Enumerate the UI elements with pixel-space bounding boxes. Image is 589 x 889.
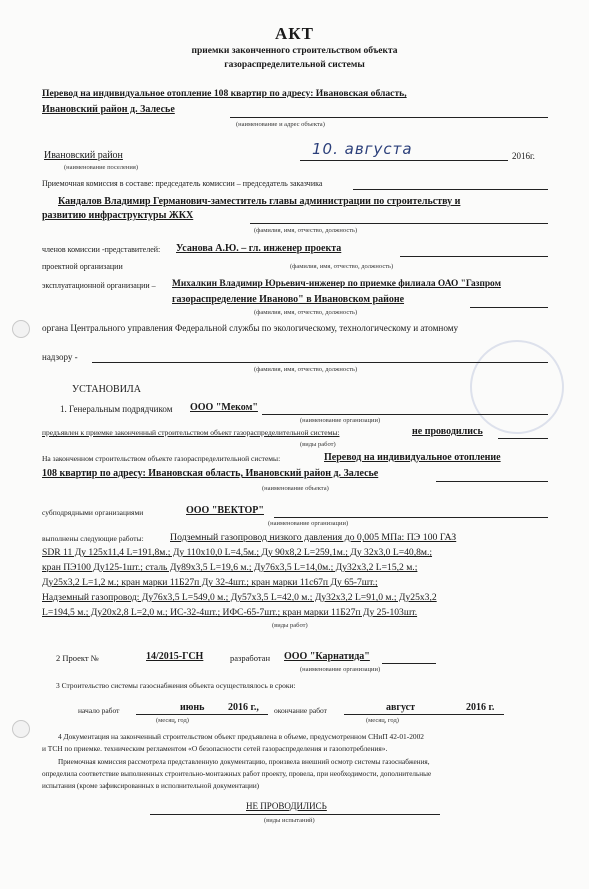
presented-underline	[498, 438, 548, 439]
works-line-2: SDR 11 Ду 125х11,4 L=191,8м.; Ду 110х10,0 L=4,5м.; Ду 90х8,2 L=259,1м.; Ду 32х3,0 L=40,8м.;	[42, 547, 433, 558]
place-value: Ивановский район	[44, 150, 123, 161]
commission-intro: Приемочная комиссия в составе: председатель комиссии – председатель заказчика	[42, 179, 323, 188]
faint-stamp-seal	[470, 340, 564, 434]
tests-value: НЕ ПРОВОДИЛИСЬ	[246, 801, 327, 811]
exploit-underline	[470, 307, 548, 308]
doc-review-line-1: Приемочная комиссия рассмотрела представленную документацию, произвела внешний осмотр системы газоснабжения,	[58, 758, 430, 766]
on-object-line-2: 108 квартир по адресу: Ивановская область, Ивановский район д. Залесье	[42, 468, 379, 479]
exploit-line-1: Михалкин Владимир Юрьевич-инженер по приемке филиала ОАО "Газпром	[172, 279, 501, 289]
federal-underline	[92, 362, 548, 363]
date-underline	[300, 160, 508, 161]
federal-line-2: надзору -	[42, 352, 78, 362]
tests-underline	[150, 814, 440, 815]
subcontract-underline	[274, 517, 548, 518]
chairman-underline	[250, 223, 548, 224]
works-line-1: Подземный газопровод низкого давления до 0,005 МПа: ПЭ 100 ГАЗ	[170, 532, 457, 543]
works-line-3: кран ПЭ100 Ду125-1шт.; сталь Ду89х3,5 L=19,6 м.; Ду76х3,5 L=14,0м.; Ду32х3,2 L=15,2 м.;	[42, 562, 418, 573]
member-caption: (фамилия, имя, отчество, должность)	[290, 263, 394, 270]
federal-caption: (фамилия, имя, отчество, должность)	[254, 366, 358, 373]
presented-caption: (виды работ)	[300, 441, 336, 448]
object-underline	[230, 117, 548, 118]
start-underline	[136, 714, 268, 715]
general-contractor-underline	[262, 414, 548, 415]
general-contractor-caption: (наименование организации)	[300, 417, 381, 424]
place-caption: (наименование поселения)	[64, 164, 139, 171]
chairman-line-1: Кандалов Владимир Германович-заместитель главы администрации по строительству и	[58, 196, 461, 207]
punch-hole-top	[12, 320, 30, 338]
end-year: 2016 г.	[466, 702, 495, 713]
chairman-line-2: развитию инфраструктуры ЖКХ	[42, 210, 194, 221]
start-label: начало работ	[78, 706, 120, 715]
federal-line-1: органа Центрального управления Федеральной службы по экологическому, технологическому и атомному	[42, 323, 459, 333]
end-caption: (месяц, год)	[366, 717, 399, 724]
member-underline	[400, 256, 548, 257]
start-year: 2016 г.,	[228, 702, 259, 713]
start-month: июнь	[180, 702, 205, 713]
end-month: август	[386, 702, 415, 713]
presented-text: предъявлен к приемке законченный строительством объект газораспределительной системы:	[42, 428, 340, 437]
end-label: окончание работ	[274, 706, 327, 715]
project-dev-value: ООО "Карнатида"	[284, 651, 370, 662]
on-object-line-1: Перевод на индивидуальное отопление	[324, 452, 501, 463]
works-line-6: L=194,5 м.; Ду20х2,8 L=2,0 м.; ИС-32-4шт.; ИФС-65-7шт.; кран марки 11Б27п Ду 25-103шт.	[42, 607, 418, 618]
on-object-underline	[436, 481, 548, 482]
object-caption: (наименование и адрес объекта)	[236, 121, 325, 128]
general-contractor-value: ООО "Меком"	[190, 402, 258, 413]
members-label: членов комиссии -представителей:	[42, 245, 161, 254]
subcontract-label: субподрядными организациями	[42, 508, 144, 517]
chairman-caption: (фамилия, имя, отчество, должность)	[254, 227, 358, 234]
works-line-4: Ду25х3,2 L=1,2 м.; кран марки 11Б27п Ду 32-4шт.; кран марки 11с67п Ду 65-7шт.;	[42, 577, 378, 588]
works-caption: (виды работ)	[272, 622, 308, 629]
doc-p4-line-1: 4 Документация на законченный строительством объект предъявлена в объеме, предусмотренном СНиП 42-01-2002	[58, 732, 424, 741]
on-object-caption: (наименование объекта)	[262, 485, 329, 492]
subcontract-value: ООО "ВЕКТОР"	[186, 505, 264, 516]
project-dev-caption: (наименование организации)	[300, 666, 381, 673]
project-num-value: 14/2015-ГСН	[146, 651, 204, 662]
works-label: выполнены следующие работы:	[42, 534, 144, 543]
act-title: АКТ	[275, 24, 314, 43]
member-value: Усанова А.Ю. – гл. инженер проекта	[176, 243, 342, 254]
doc-review-line-2: определила соответствие выполненных строительно-монтажных работ проекту, провела, при необходимости, дополнительные	[42, 770, 432, 778]
chairman-label-line	[353, 189, 548, 190]
established-heading: УСТАНОВИЛА	[72, 384, 141, 395]
design-org-label: проектной организации	[42, 262, 123, 271]
handwritten-date: 10. августа	[312, 140, 413, 158]
project-num-label: 2 Проект №	[56, 653, 99, 663]
object-line-2: Ивановский район д. Залесье	[42, 104, 175, 115]
project-dev-label: разработан	[230, 653, 271, 663]
year-value: 2016г.	[512, 151, 535, 161]
general-contractor-label: 1. Генеральным подрядчиком	[60, 404, 173, 414]
exploit-line-2: газораспределение Иваново" в Ивановском районе	[172, 294, 405, 305]
start-caption: (месяц, год)	[156, 717, 189, 724]
object-line-1: Перевод на индивидуальное отопление 108 квартир по адресу: Ивановская область,	[42, 88, 407, 99]
act-subtitle-1: приемки законченного строительством объекта	[191, 46, 398, 56]
doc-review-line-3: испытания (кроме зафиксированных в исполнительной документации)	[42, 782, 260, 790]
presented-value: не проводились	[412, 426, 483, 437]
exploit-label: эксплуатационной организации –	[42, 281, 156, 290]
works-line-5: Надземный газопровод: Ду76х3,5 L=549,0 м.; Ду57х3,5 L=42,0 м.; Ду32х3,2 L=91,0 м.; Ду25х3,2	[42, 592, 437, 603]
tests-caption: (виды испытаний)	[264, 817, 315, 824]
project-dev-underline	[382, 663, 436, 664]
exploit-caption: (фамилия, имя, отчество, должность)	[254, 309, 358, 316]
subcontract-caption: (наименование организации)	[268, 520, 349, 527]
doc-p4-line-2: и ТСН по приемке. техническим регламентом «О безопасности сетей газораспределения и газопотребления».	[42, 744, 388, 753]
on-object-label: На законченном строительством объекте газораспределительной системы:	[42, 454, 281, 463]
end-underline	[344, 714, 504, 715]
construction-label: 3 Строительство системы газоснабжения объекта осуществлялось в сроки:	[56, 681, 296, 690]
punch-hole-bottom	[12, 720, 30, 738]
act-subtitle-2: газораспределительной системы	[224, 60, 365, 70]
